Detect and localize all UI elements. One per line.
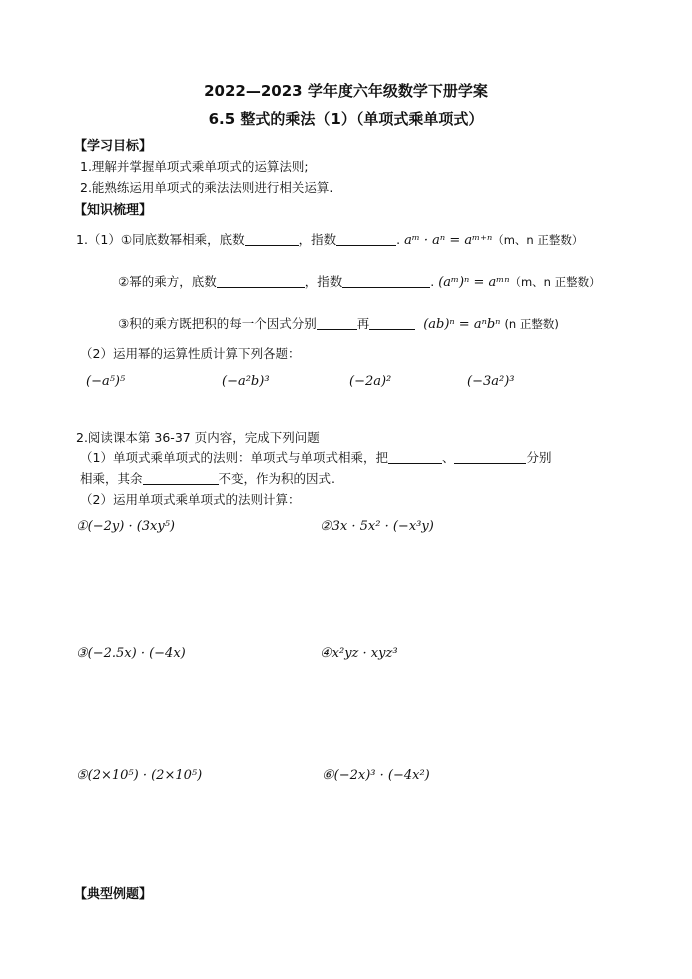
problem-3: ③(−2.5x) · (−4x)	[76, 646, 186, 661]
rule2-blank-base	[217, 274, 305, 288]
reading-rule-suffix: 分别	[526, 450, 552, 465]
reading-intro: 2.阅读课本第 36-37 页内容，完成下列问题	[76, 430, 320, 445]
rule1-blank-exponent	[336, 232, 396, 246]
reading-rule-line1	[80, 448, 552, 466]
reading-rule-line2	[80, 469, 335, 487]
objective-item-2: 2.能熟练运用单项式的乘法法则进行相关运算.	[80, 180, 334, 195]
problem-2: ②3x · 5x² · (−x³y)	[320, 519, 434, 534]
page-title-line2: 6.5 整式的乘法（1）（单项式乘单项式）	[208, 110, 484, 128]
rule1-mid: ，指数	[298, 232, 337, 247]
power-exercise-4: (−3a²)³	[467, 374, 515, 389]
reading-rule2-prefix: 相乘，其余	[80, 471, 143, 486]
problem-6: ⑥(−2x)³ · (−4x²)	[322, 768, 430, 783]
rule3-note: (n 正整数)	[504, 317, 559, 331]
rule1-prefix: 1.（1）①同底数幂相乘，底数	[76, 232, 245, 247]
power-exercise-2: (−a²b)³	[222, 374, 270, 389]
page-title-line1: 2022—2023 学年度六年级数学下册学案	[204, 82, 488, 100]
knowledge-heading: 【知识梳理】	[74, 203, 153, 218]
rule2-mid: ，指数	[304, 274, 343, 289]
problem-5: ⑤(2×10⁵) · (2×10⁵)	[76, 768, 203, 783]
rule2-note: （m、n 正整数）	[509, 275, 601, 289]
rule3-line	[118, 314, 559, 332]
power-exercise-3: (−2a)²	[349, 374, 392, 389]
rule1-formula: aᵐ · aⁿ = aᵐ⁺ⁿ	[404, 233, 493, 248]
rule2-formula: (aᵐ)ⁿ = aᵐⁿ	[438, 275, 510, 290]
power-exercise-1: (−a⁵)⁵	[86, 374, 126, 389]
reading-rule2-suffix: 不变，作为积的因式.	[218, 471, 335, 486]
reading-part2-label: （2）运用单项式乘单项式的法则计算：	[80, 492, 301, 507]
reading-rule-sep: 、	[441, 450, 455, 465]
rule2-prefix: ②幂的乘方，底数	[118, 274, 217, 289]
problem-4: ④x²yz · xyz³	[320, 646, 398, 661]
rule3-blank-2	[369, 316, 415, 330]
knowledge-part2-label: （2）运用幂的运算性质计算下列各题：	[80, 346, 301, 361]
examples-heading: 【典型例题】	[74, 887, 153, 902]
rule3-mid: 再	[356, 316, 370, 331]
problem-1: ①(−2y) · (3xy⁵)	[76, 519, 176, 534]
reading-rule-prefix: （1）单项式乘单项式的法则：单项式与单项式相乘，把	[80, 450, 388, 465]
rule3-blank-1	[317, 316, 357, 330]
rule1-note: （m、n 正整数）	[492, 233, 584, 247]
objective-item-1: 1.理解并掌握单项式乘单项式的运算法则;	[80, 159, 309, 174]
reading-blank-2	[454, 450, 526, 464]
rule3-prefix: ③积的乘方既把积的每一个因式分别	[118, 316, 317, 331]
reading-blank-3	[143, 471, 219, 485]
reading-blank-1	[388, 450, 442, 464]
rule3-formula: (ab)ⁿ = aⁿbⁿ	[423, 317, 501, 332]
objectives-heading: 【学习目标】	[74, 139, 153, 154]
rule1-line: 1.（1）①同底数幂相乘，底数 ，指数 . aᵐ · aⁿ = aᵐ⁺ⁿ（m、n 正整数）	[76, 232, 584, 248]
rule2-blank-exponent	[342, 274, 430, 288]
rule2-line: ②幂的乘方，底数 ，指数 . (aᵐ)ⁿ = aᵐⁿ（m、n 正整数）	[118, 274, 601, 290]
rule1-blank-base	[245, 232, 299, 246]
